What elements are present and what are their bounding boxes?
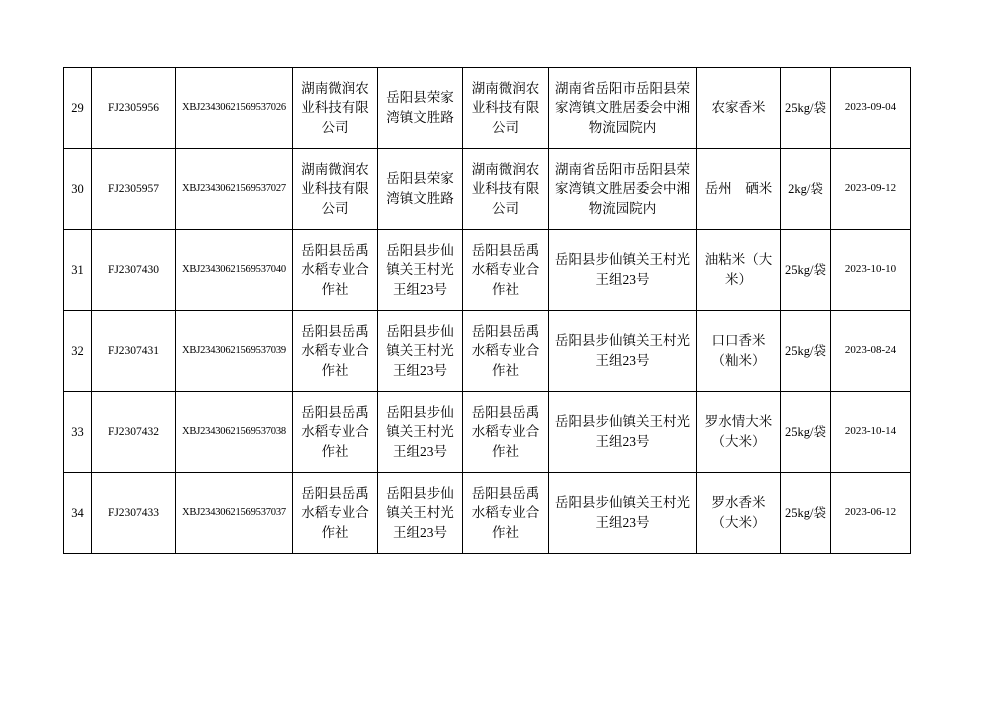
cell-sampling-code: FJ2307430 [92, 230, 176, 311]
cell-index: 29 [64, 68, 92, 149]
cell-spec: 25kg/袋 [781, 68, 831, 149]
cell-spec: 25kg/袋 [781, 392, 831, 473]
cell-production-date: 2023-09-12 [831, 149, 911, 230]
cell-sample-number: XBJ23430621569537026 [176, 68, 293, 149]
cell-producer-address: 岳阳县步仙镇关王村光王组23号 [378, 311, 463, 392]
table-row [64, 230, 911, 311]
cell-spec: 25kg/袋 [781, 311, 831, 392]
cell-producer-address: 岳阳县荣家湾镇文胜路 [378, 149, 463, 230]
cell-producer: 岳阳县岳禹水稻专业合作社 [293, 473, 378, 554]
cell-producer-address: 岳阳县荣家湾镇文胜路 [378, 68, 463, 149]
table-row [64, 149, 911, 230]
table-row [64, 392, 911, 473]
cell-spec: 25kg/袋 [781, 230, 831, 311]
cell-producer: 岳阳县岳禹水稻专业合作社 [293, 311, 378, 392]
cell-sample-number: XBJ23430621569537037 [176, 473, 293, 554]
cell-index: 30 [64, 149, 92, 230]
cell-sampling-code: FJ2307432 [92, 392, 176, 473]
cell-manufacturer: 湖南微润农业科技有限公司 [463, 68, 549, 149]
cell-sampling-code: FJ2305957 [92, 149, 176, 230]
cell-manufacturer: 岳阳县岳禹水稻专业合作社 [463, 230, 549, 311]
cell-producer-address: 岳阳县步仙镇关王村光王组23号 [378, 473, 463, 554]
cell-production-date: 2023-10-10 [831, 230, 911, 311]
sampling-table [63, 67, 911, 554]
table-row [64, 311, 911, 392]
cell-manufacturer: 岳阳县岳禹水稻专业合作社 [463, 311, 549, 392]
cell-manufacturer-address: 岳阳县步仙镇关王村光王组23号 [549, 230, 697, 311]
cell-index: 34 [64, 473, 92, 554]
cell-sample-number: XBJ23430621569537040 [176, 230, 293, 311]
cell-manufacturer-address: 岳阳县步仙镇关王村光王组23号 [549, 392, 697, 473]
cell-manufacturer-address: 湖南省岳阳市岳阳县荣家湾镇文胜居委会中湘物流园院内 [549, 149, 697, 230]
cell-production-date: 2023-10-14 [831, 392, 911, 473]
cell-spec: 2kg/袋 [781, 149, 831, 230]
cell-production-date: 2023-09-04 [831, 68, 911, 149]
cell-index: 31 [64, 230, 92, 311]
cell-producer: 湖南微润农业科技有限公司 [293, 68, 378, 149]
cell-sampling-code: FJ2307431 [92, 311, 176, 392]
cell-sample-number: XBJ23430621569537039 [176, 311, 293, 392]
cell-sample-number: XBJ23430621569537038 [176, 392, 293, 473]
cell-index: 32 [64, 311, 92, 392]
cell-sample-name: 口口香米（籼米） [697, 311, 781, 392]
table-row [64, 473, 911, 554]
cell-sample-name: 油粘米（大米） [697, 230, 781, 311]
cell-manufacturer: 湖南微润农业科技有限公司 [463, 149, 549, 230]
cell-sample-number: XBJ23430621569537027 [176, 149, 293, 230]
table-row [64, 68, 911, 149]
cell-production-date: 2023-08-24 [831, 311, 911, 392]
cell-sample-name: 农家香米 [697, 68, 781, 149]
cell-sample-name: 罗水香米（大米） [697, 473, 781, 554]
cell-producer: 岳阳县岳禹水稻专业合作社 [293, 392, 378, 473]
cell-producer: 湖南微润农业科技有限公司 [293, 149, 378, 230]
cell-index: 33 [64, 392, 92, 473]
cell-sample-name: 罗水情大米（大米） [697, 392, 781, 473]
cell-producer: 岳阳县岳禹水稻专业合作社 [293, 230, 378, 311]
cell-producer-address: 岳阳县步仙镇关王村光王组23号 [378, 392, 463, 473]
cell-manufacturer: 岳阳县岳禹水稻专业合作社 [463, 473, 549, 554]
cell-spec: 25kg/袋 [781, 473, 831, 554]
cell-manufacturer-address: 岳阳县步仙镇关王村光王组23号 [549, 311, 697, 392]
sampling-table-container [63, 67, 897, 554]
cell-manufacturer: 岳阳县岳禹水稻专业合作社 [463, 392, 549, 473]
cell-producer-address: 岳阳县步仙镇关王村光王组23号 [378, 230, 463, 311]
cell-manufacturer-address: 岳阳县步仙镇关王村光王组23号 [549, 473, 697, 554]
cell-manufacturer-address: 湖南省岳阳市岳阳县荣家湾镇文胜居委会中湘物流园院内 [549, 68, 697, 149]
cell-production-date: 2023-06-12 [831, 473, 911, 554]
cell-sampling-code: FJ2305956 [92, 68, 176, 149]
cell-sampling-code: FJ2307433 [92, 473, 176, 554]
cell-sample-name: 岳州 硒米 [697, 149, 781, 230]
